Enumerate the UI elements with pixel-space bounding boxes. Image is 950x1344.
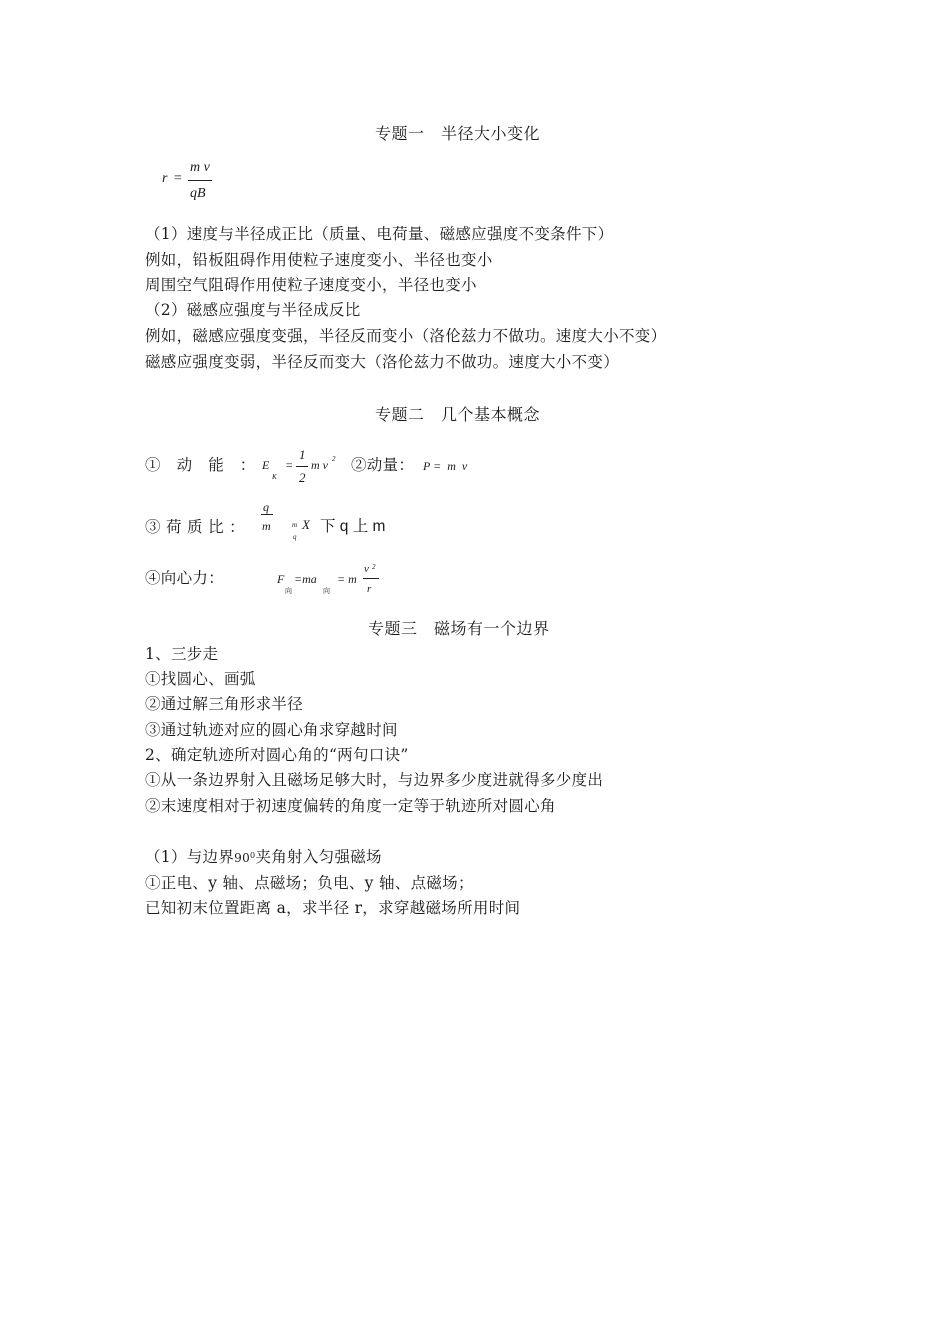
section3-case-1: [145, 845, 382, 867]
centripetal-sub2: 向: [323, 587, 330, 595]
kinetic-fraction-bar: [296, 466, 308, 467]
centripetal-mid: =ma: [294, 572, 317, 586]
momentum-formula: P = m v: [423, 459, 468, 473]
centripetal-eq: = m: [337, 572, 357, 586]
charge-fraction-bar: [261, 514, 273, 515]
charge-num: q: [263, 500, 269, 514]
section1-line-5: 例如，磁感应强度变强，半径反而变小（洛伦兹力不做功。速度大小不变）: [145, 327, 667, 345]
formula-num: m v: [190, 160, 210, 175]
section1-line-3: 周围空气阻碍作用使粒子速度变小，半径也变小: [145, 276, 477, 294]
charge-den: m: [262, 519, 271, 533]
centripetal-sub1: 向: [285, 587, 292, 595]
case-1-suffix: 夹角射入匀强磁场: [255, 848, 382, 866]
section1-line-1: （1）速度与半径成正比（质量、电荷量、磁感应强度不变条件下）: [145, 225, 614, 243]
kinetic-eq: =: [285, 458, 294, 472]
section3-line-4: ③通过轨迹对应的圆心角求穿越时间: [145, 721, 398, 739]
fraction-bar: [188, 180, 212, 181]
charge-tail: 下 q 上 m: [320, 518, 386, 535]
kinetic-den: 2: [299, 470, 306, 485]
kinetic-sub: K: [272, 473, 277, 481]
section3-line-7: ②末速度相对于初速度偏转的角度一定等于轨迹所对圆心角: [145, 797, 556, 815]
formula-r: r: [162, 171, 168, 186]
section3-line-1: 1、三步走: [145, 645, 219, 663]
kinetic-label: ① 动 能 ：: [145, 456, 256, 474]
charge-small-bottom: q: [293, 533, 297, 541]
section1-title: 专题一 半径大小变化: [375, 124, 541, 143]
centripetal-fraction-bar: [363, 578, 379, 579]
section3-line-2: ①找圆心、画弧: [145, 670, 256, 688]
kinetic-num: 1: [299, 447, 306, 462]
centripetal-den: r: [367, 583, 372, 595]
case-1-prefix: （1）与边界: [145, 848, 235, 866]
momentum-label: ②动量：: [351, 456, 415, 474]
centripetal-F: F: [277, 572, 285, 586]
section1-line-2: 例如，铅板阻碍作用使粒子速度变小、半径也变小: [145, 251, 493, 269]
centripetal-label: ④向心力：: [145, 569, 225, 587]
section3-title: 专题三 磁场有一个边界: [368, 619, 550, 638]
section3-line-5: 2、确定轨迹所对圆心角的“两句口诀”: [145, 746, 409, 764]
formula-eq: =: [173, 171, 183, 186]
kinetic-E: E: [262, 458, 270, 472]
charge-label: ③ 荷 质 比 ：: [145, 518, 245, 536]
kinetic-sup: 2: [332, 455, 336, 463]
section3-case-2: ①正电、y 轴、点磁场；负电、y 轴、点磁场；: [145, 874, 474, 892]
charge-x: X: [302, 517, 310, 532]
case-1-degree: 0: [250, 851, 256, 860]
charge-small-top: m: [292, 521, 298, 529]
centripetal-sup: 2: [372, 563, 376, 571]
section3-line-6: ①从一条边界射入且磁场足够大时，与边界多少度进就得多少度出: [145, 771, 604, 789]
case-1-angle: 90: [234, 851, 251, 865]
section2-title: 专题二 几个基本概念: [375, 405, 541, 424]
centripetal-num: v: [364, 563, 369, 575]
section3-line-3: ②通过解三角形求半径: [145, 695, 304, 713]
section3-case-3: 已知初末位置距离 a，求半径 r，求穿越磁场所用时间: [145, 899, 521, 917]
section1-line-4: （2）磁感应强度与半径成反比: [145, 301, 361, 319]
section1-line-6: 磁感应强度变弱，半径反而变大（洛伦兹力不做功。速度大小不变）: [145, 353, 620, 371]
formula-den: qB: [190, 186, 206, 201]
kinetic-mv: m v: [311, 458, 328, 472]
